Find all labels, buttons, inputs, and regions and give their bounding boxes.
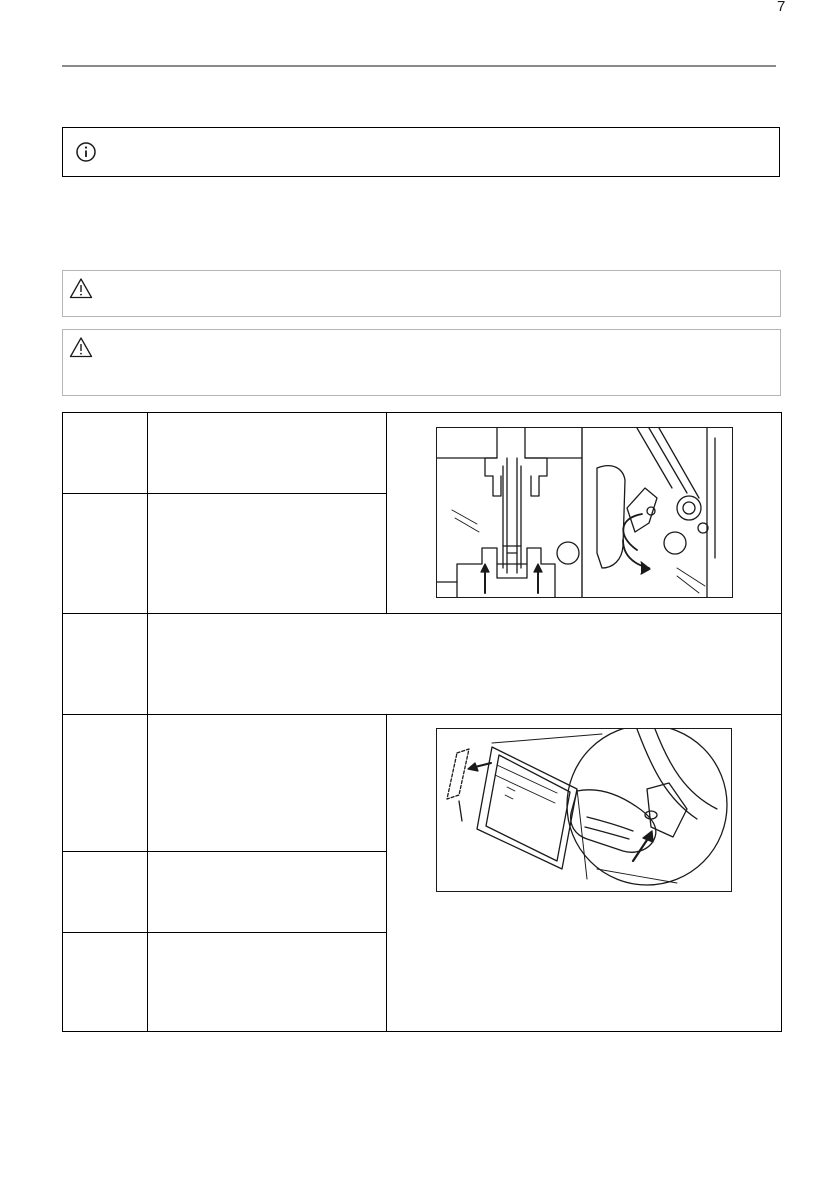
row-divider [63,714,781,715]
warning-triangle-icon [69,277,93,304]
info-icon [75,141,97,168]
warning-note [62,329,781,396]
column-divider [386,714,387,1031]
door-hinge-lock-illustration [436,427,733,598]
info-note [62,127,780,177]
row-divider [63,932,386,933]
steps-table [62,412,782,1032]
warning-note [62,270,781,317]
row-divider [63,851,386,852]
row-divider [63,613,781,614]
column-divider [147,413,148,1031]
row-divider [63,493,386,494]
column-divider [386,413,387,613]
warning-triangle-icon [69,336,93,363]
page-number: 7 [777,0,786,15]
glass-panel-removal-illustration [436,728,732,892]
header-rule [62,65,776,67]
